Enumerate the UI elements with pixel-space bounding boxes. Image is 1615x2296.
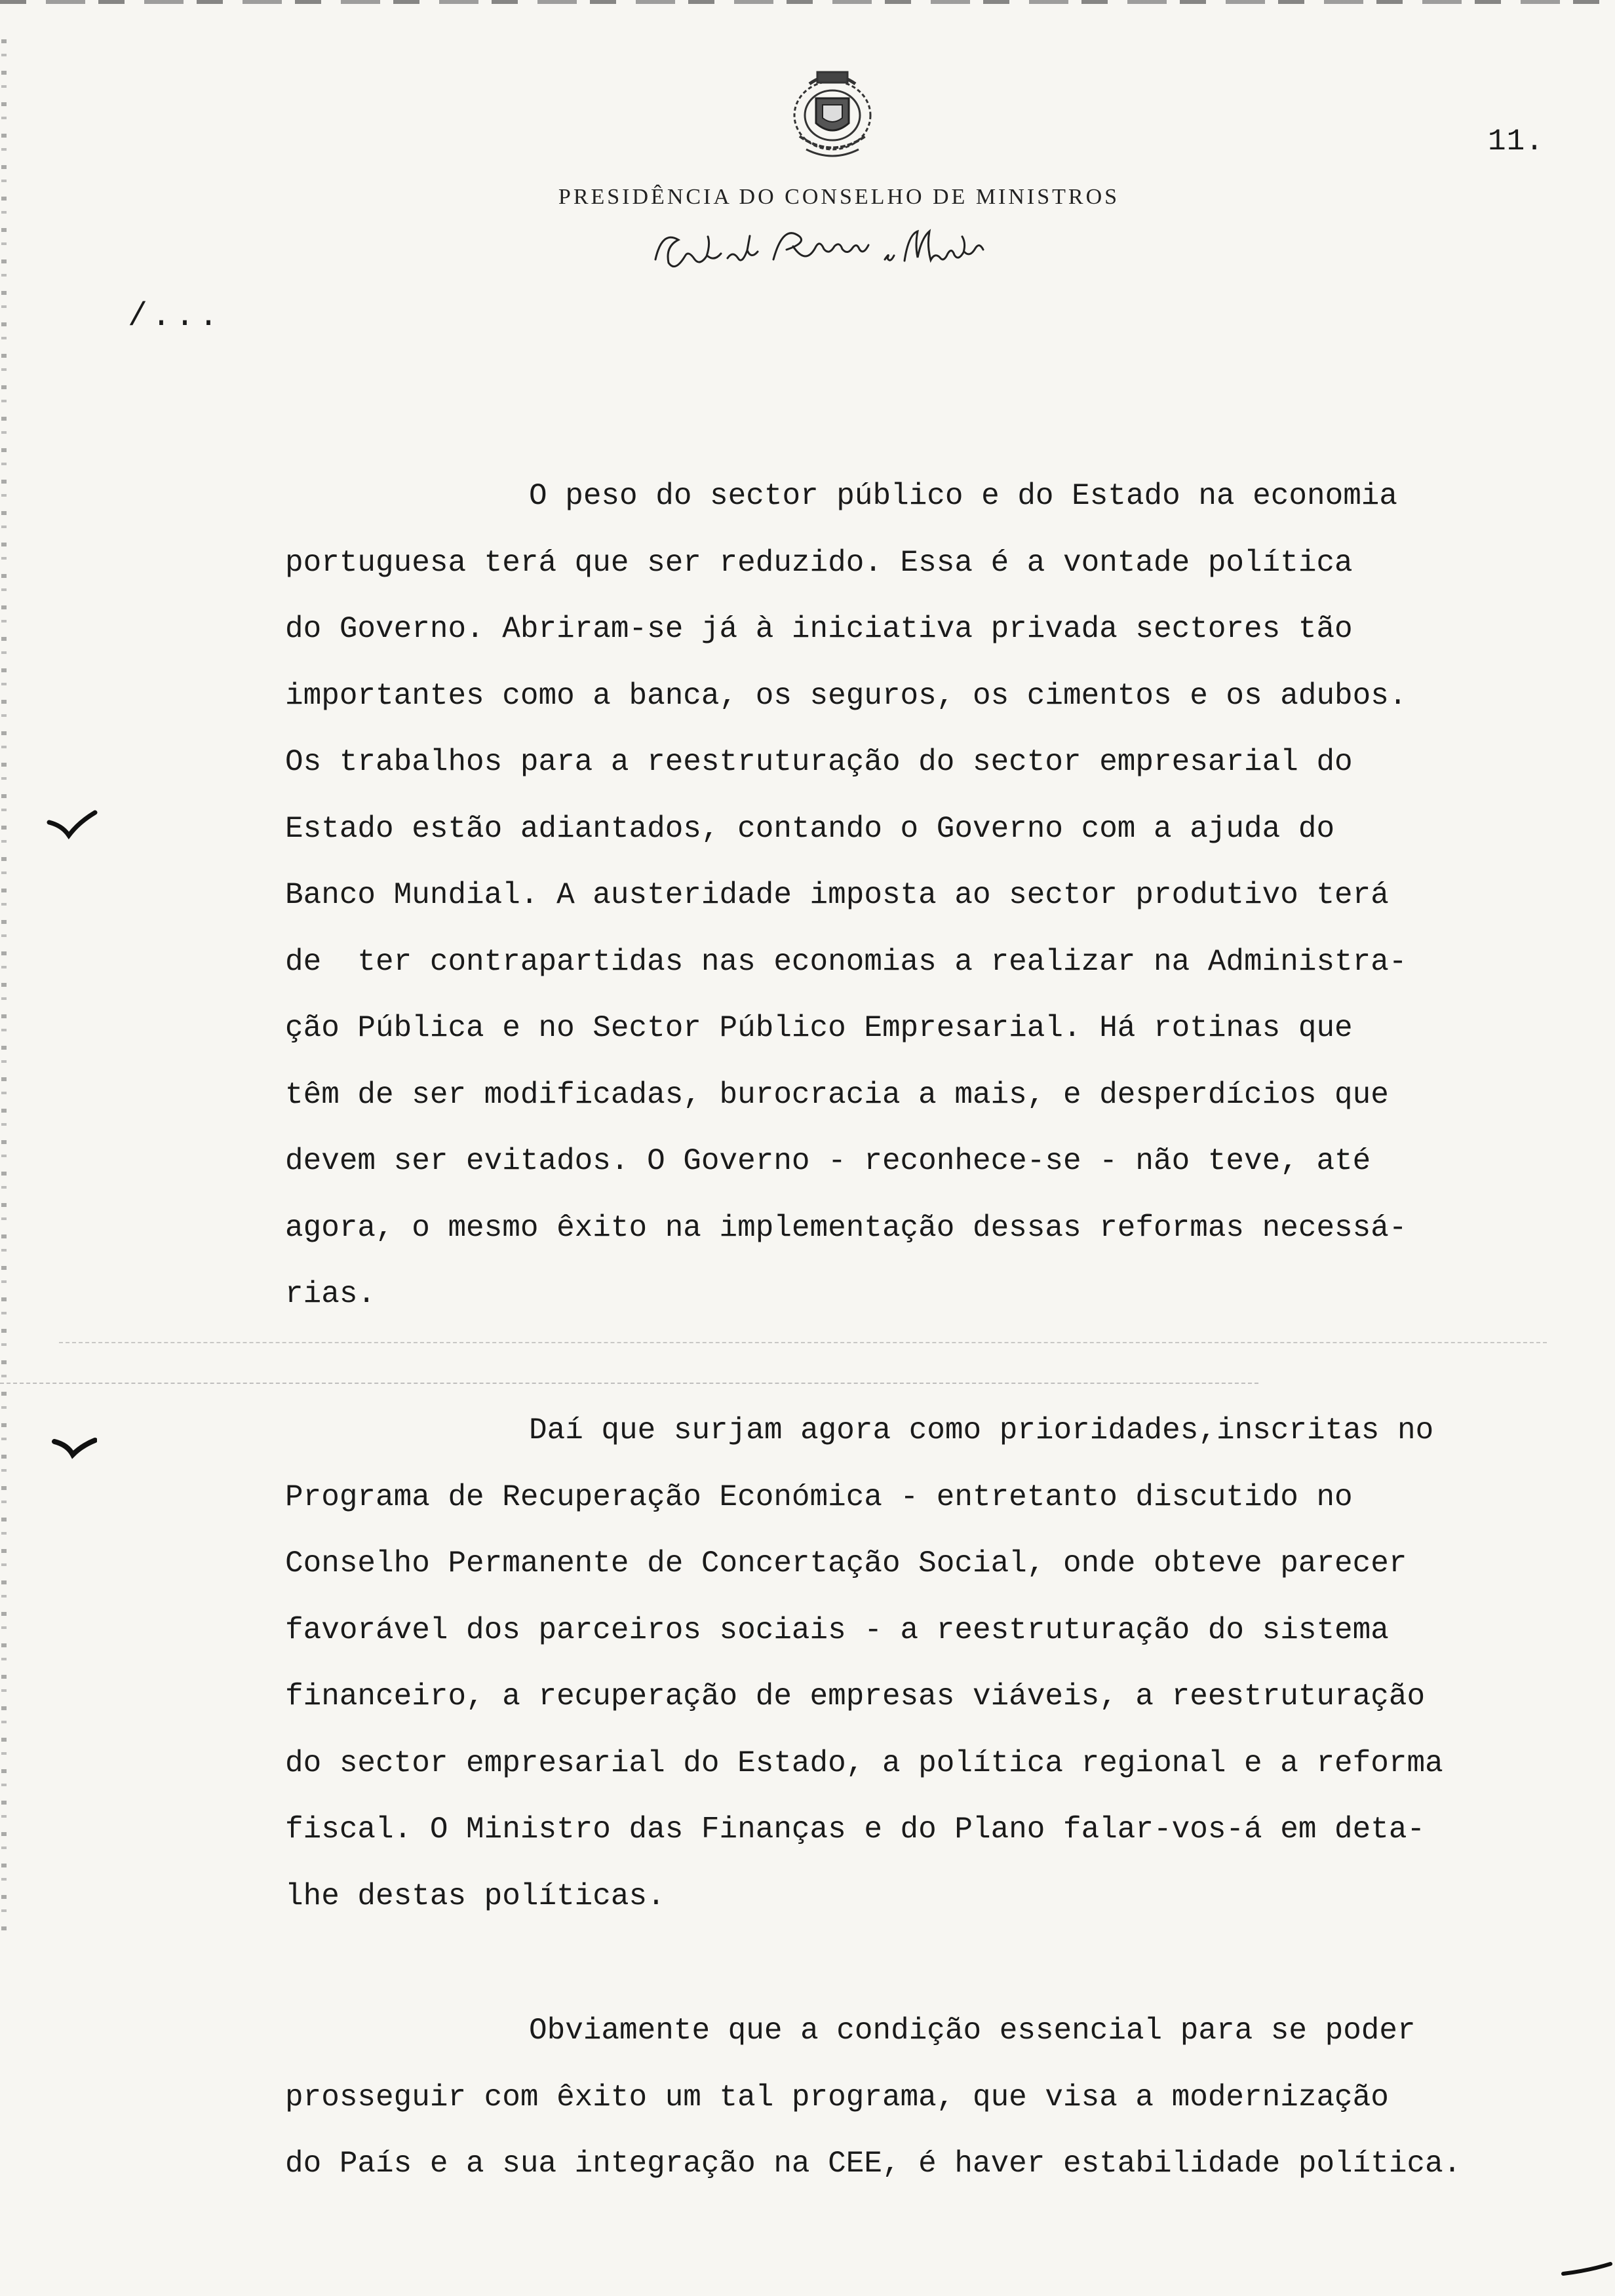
margin-check-mark-icon	[46, 809, 98, 842]
scan-left-edge	[1, 39, 7, 1940]
scan-artifact-line	[59, 1342, 1547, 1343]
margin-check-mark-icon	[51, 1435, 97, 1461]
text-line: do Governo. Abriram-se já à iniciativa privada sectores tão	[285, 612, 1353, 646]
institution-heading: PRESIDÊNCIA DO CONSELHO DE MINISTROS	[558, 185, 1120, 209]
continuation-mark: /...	[128, 298, 223, 335]
corner-scan-mark-icon	[1560, 2254, 1612, 2280]
text-line: Programa de Recuperação Económica - entretanto discutido no	[285, 1480, 1353, 1514]
text-line: financeiro, a recuperação de empresas viáveis, a reestruturação	[285, 1679, 1426, 1713]
text-line: favorável dos parceiros sociais - a reestruturação do sistema	[285, 1613, 1389, 1647]
text-line: rias.	[285, 1277, 376, 1311]
text-line: prosseguir com êxito um tal programa, que visa a modernização	[285, 2080, 1389, 2114]
coat-of-arms-seal-icon	[770, 58, 895, 169]
scan-artifact-line	[0, 1383, 1258, 1384]
text-line: do País e a sua integração na CEE, é haver estabilidade política.	[285, 2147, 1462, 2181]
text-line: Daí que surjam agora como prioridades,inscritas no	[529, 1413, 1434, 1447]
text-line: de ter contrapartidas nas economias a realizar na Administra-	[285, 944, 1407, 979]
text-line: Estado estão adiantados, contando o Governo com a ajuda do	[285, 811, 1335, 846]
text-line: Banco Mundial. A austeridade imposta ao sector produtivo terá	[285, 878, 1389, 912]
page-number: 11.	[1488, 124, 1544, 159]
text-line: do sector empresarial do Estado, a política regional e a reforma	[285, 1746, 1443, 1780]
text-line: Os trabalhos para a reestruturação do sector empresarial do	[285, 745, 1353, 779]
paragraph-1	[285, 463, 1589, 1328]
text-line: ção Pública e no Sector Público Empresarial. Há rotinas que	[285, 1011, 1353, 1045]
text-line: lhe destas políticas.	[285, 1879, 665, 1913]
text-line: fiscal. O Ministro das Finanças e do Plano falar-vos-á em deta-	[285, 1812, 1426, 1846]
scan-top-edge	[0, 0, 1615, 4]
paragraph-2	[285, 1398, 1589, 1930]
text-line: portuguesa terá que ser reduzido. Essa é a vontade política	[285, 545, 1353, 580]
text-line: Conselho Permanente de Concertação Social, onde obteve parecer	[285, 1546, 1407, 1580]
text-line: devem ser evitados. O Governo - reconhece-se - não teve, até	[285, 1144, 1371, 1178]
paragraph-3	[285, 1998, 1589, 2198]
text-line: Obviamente que a condição essencial para se poder	[529, 2014, 1416, 2048]
text-line: têm de ser modificadas, burocracia a mais, e desperdícios que	[285, 1077, 1389, 1112]
text-line: agora, o mesmo êxito na implementação dessas reformas necessá-	[285, 1210, 1407, 1245]
cabinet-signature-handwritten	[649, 220, 1016, 279]
text-line: importantes como a banca, os seguros, os cimentos e os adubos.	[285, 678, 1407, 713]
text-line: O peso do sector público e do Estado na economia	[529, 479, 1398, 513]
